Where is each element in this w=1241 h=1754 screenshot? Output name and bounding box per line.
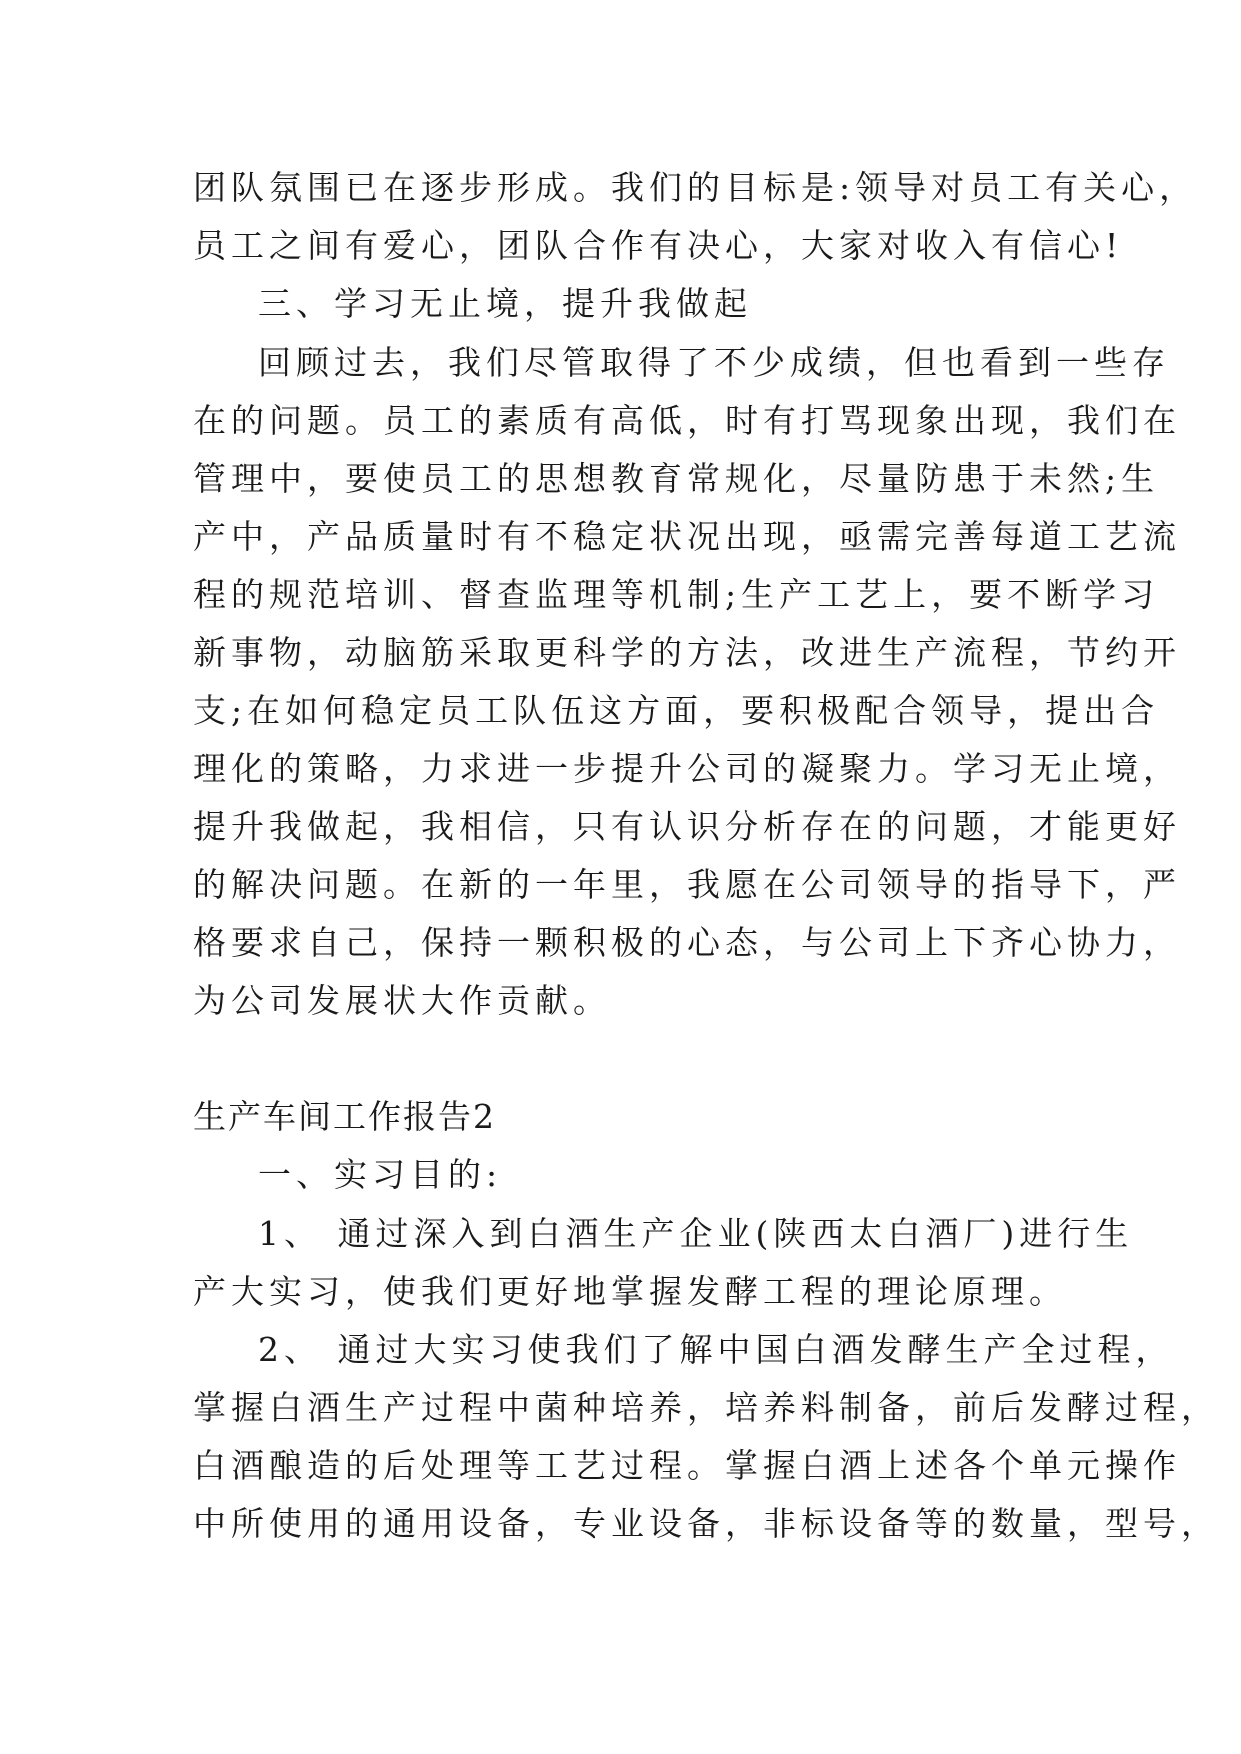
- report-title: 生产车间工作报告2: [193, 1097, 496, 1136]
- paragraph-line: 员工之间有爱心，团队合作有决心，大家对收入有信心!: [193, 226, 1124, 265]
- paragraph-line: 1、 通过深入到白酒生产企业(陕西太白酒厂)进行生: [258, 1214, 1134, 1253]
- section-heading: 一、实习目的:: [258, 1155, 503, 1194]
- paragraph-line: 在的问题。员工的素质有高低，时有打骂现象出现，我们在: [193, 401, 1181, 440]
- paragraph-line: 格要求自己，保持一颗积极的心态，与公司上下齐心协力，: [193, 923, 1181, 962]
- paragraph-line: 支;在如何稳定员工队伍这方面，要积极配合领导，提出合: [193, 691, 1160, 730]
- paragraph-line: 新事物，动脑筋采取更科学的方法，改进生产流程，节约开: [193, 633, 1181, 672]
- paragraph-line: 中所使用的通用设备，专业设备，非标设备等的数量，型号，: [193, 1504, 1219, 1543]
- section-heading: 三、学习无止境，提升我做起: [258, 284, 752, 323]
- paragraph-line: 回顾过去，我们尽管取得了不少成绩，但也看到一些存: [258, 343, 1170, 382]
- paragraph-line: 2、 通过大实习使我们了解中国白酒发酵生产全过程，: [258, 1330, 1174, 1369]
- paragraph-line: 掌握白酒生产过程中菌种培养，培养料制备，前后发酵过程，: [193, 1388, 1219, 1427]
- paragraph-line: 管理中，要使员工的思想教育常规化，尽量防患于未然;生: [193, 459, 1160, 498]
- paragraph-line: 产大实习，使我们更好地掌握发酵工程的理论原理。: [193, 1272, 1067, 1311]
- paragraph-line: 程的规范培训、督查监理等机制;生产工艺上，要不断学习: [193, 575, 1160, 614]
- paragraph-line: 团队氛围已在逐步形成。我们的目标是:领导对员工有关心，: [193, 168, 1198, 207]
- paragraph-line: 理化的策略，力求进一步提升公司的凝聚力。学习无止境，: [193, 749, 1181, 788]
- paragraph-line: 产中，产品质量时有不稳定状况出现，亟需完善每道工艺流: [193, 517, 1181, 556]
- paragraph-line: 的解决问题。在新的一年里，我愿在公司领导的指导下，严: [193, 865, 1181, 904]
- paragraph-line: 提升我做起，我相信，只有认识分析存在的问题，才能更好: [193, 807, 1181, 846]
- paragraph-line: 白酒酿造的后处理等工艺过程。掌握白酒上述各个单元操作: [193, 1446, 1181, 1485]
- paragraph-line: 为公司发展状大作贡献。: [193, 981, 611, 1020]
